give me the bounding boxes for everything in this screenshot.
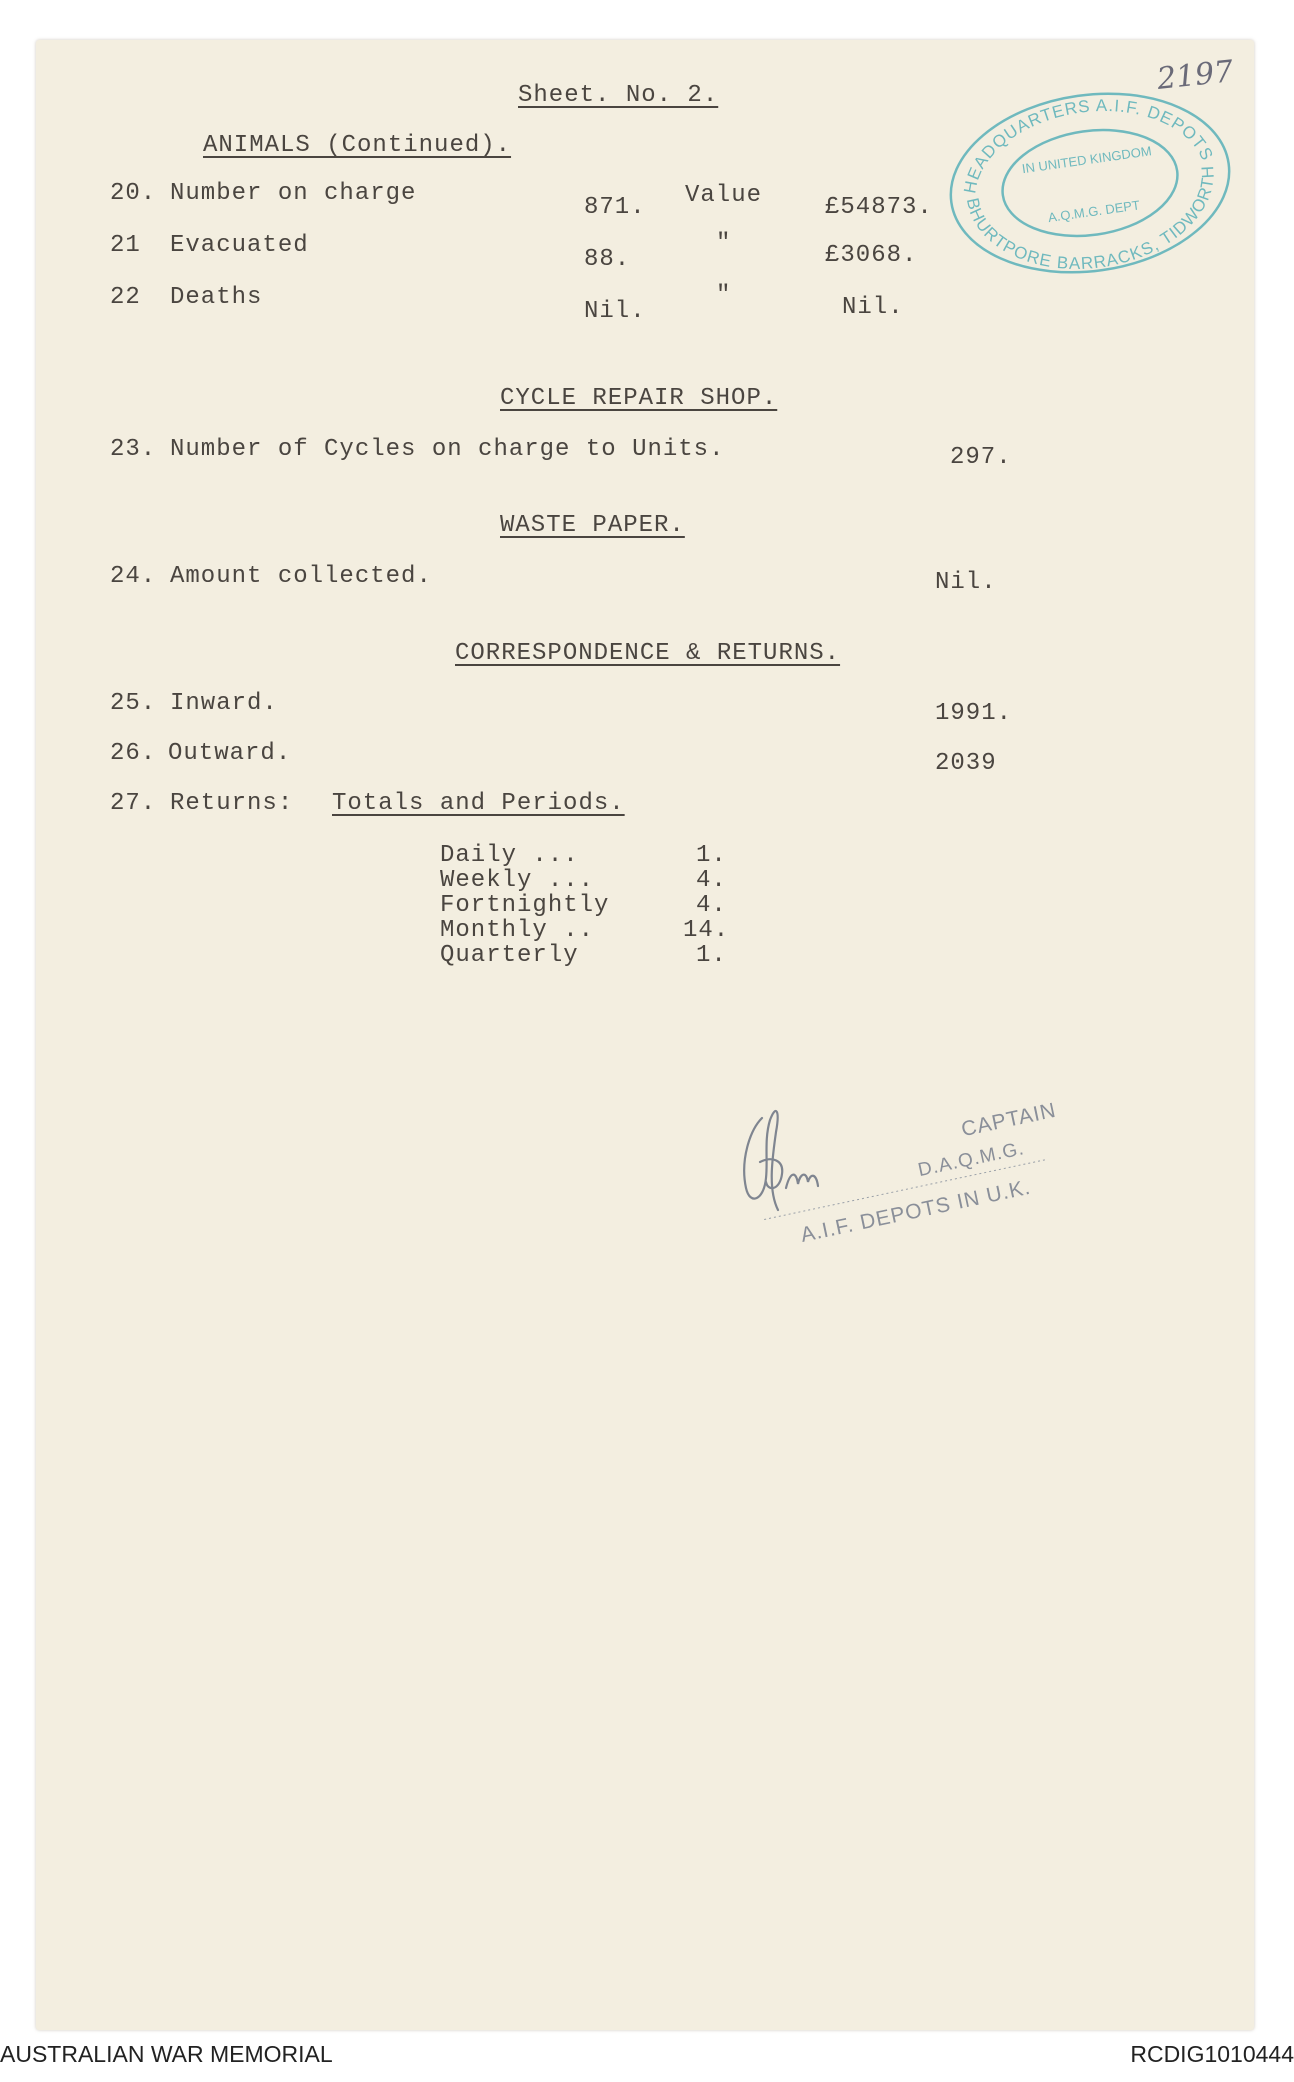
footer-record-id: RCDIG1010444 xyxy=(1130,2041,1294,2067)
row-20-count: 871. xyxy=(584,194,646,221)
row-24-label: Amount collected. xyxy=(170,563,432,590)
row-24-value: Nil. xyxy=(935,569,997,596)
officer-rank: CAPTAIN xyxy=(959,1098,1059,1142)
row-23-value: 297. xyxy=(950,444,1012,471)
row-21-ditto: " xyxy=(716,230,732,257)
row-25-label: Inward. xyxy=(170,690,278,717)
signature-block xyxy=(720,1070,1090,1270)
period-value-weekly: 4. xyxy=(696,867,727,894)
svg-text:BHURTPORE BARRACKS, TIDWORTH xyxy=(963,163,1230,278)
officer-role: D.A.Q.M.G. xyxy=(916,1138,1027,1182)
period-label-weekly: Weekly ... xyxy=(440,867,595,894)
period-label-monthly: Monthly .. xyxy=(440,917,595,944)
period-value-daily: 1. xyxy=(696,842,727,869)
row-25-number: 25. xyxy=(110,690,157,717)
row-22-number: 22 xyxy=(110,284,141,311)
row-26-number: 26. xyxy=(110,740,157,767)
row-26-value: 2039 xyxy=(935,750,997,777)
document-page xyxy=(36,40,1254,2030)
row-22-count: Nil. xyxy=(584,298,646,325)
row-20-number: 20. xyxy=(110,180,157,207)
returns-subheading: Totals and Periods. xyxy=(332,790,625,817)
period-label-daily: Daily ... xyxy=(440,842,579,869)
sheet-title: Sheet. No. 2. xyxy=(518,82,719,109)
period-label-fortnightly: Fortnightly xyxy=(440,892,610,919)
correspondence-heading: CORRESPONDENCE & RETURNS. xyxy=(455,640,841,667)
row-21-label: Evacuated xyxy=(170,232,309,259)
footer-source: AUSTRALIAN WAR MEMORIAL xyxy=(0,2041,333,2067)
row-27-number: 27. xyxy=(110,790,157,817)
row-27-label: Returns: xyxy=(170,790,294,817)
officer-unit: A.I.F. DEPOTS IN U.K. xyxy=(798,1175,1033,1247)
page-number-annotation: 2197 xyxy=(1155,54,1235,97)
row-20-label: Number on charge xyxy=(170,180,417,207)
row-23-number: 23. xyxy=(110,436,157,463)
period-value-monthly: 14. xyxy=(683,917,730,944)
period-value-fortnightly: 4. xyxy=(696,892,727,919)
handwritten-signature xyxy=(744,1111,818,1210)
headquarters-stamp xyxy=(944,88,1236,278)
row-20-value: £54873. xyxy=(825,194,933,221)
row-26-label: Outward. xyxy=(168,740,292,767)
row-25-value: 1991. xyxy=(935,700,1013,727)
waste-heading: WASTE PAPER. xyxy=(500,512,685,539)
row-22-value: Nil. xyxy=(842,294,904,321)
row-24-number: 24. xyxy=(110,563,157,590)
row-21-number: 21 xyxy=(110,232,141,259)
stamp-inner-bottom: A.Q.M.G. DEPT xyxy=(1047,197,1141,226)
value-header: Value xyxy=(685,182,763,209)
stamp-outer-bottom: BHURTPORE BARRACKS, TIDWORTH xyxy=(962,164,1218,273)
period-label-quarterly: Quarterly xyxy=(440,942,579,969)
period-value-quarterly: 1. xyxy=(696,942,727,969)
row-21-count: 88. xyxy=(584,246,631,273)
row-23-label: Number of Cycles on charge to Units. xyxy=(170,436,725,463)
animals-heading: ANIMALS (Continued). xyxy=(203,132,512,159)
cycle-heading: CYCLE REPAIR SHOP. xyxy=(500,385,778,412)
row-22-label: Deaths xyxy=(170,284,263,311)
stamp-outer-top: HEADQUARTERS A.I.F. DEPOTS xyxy=(960,95,1218,195)
row-22-ditto: " xyxy=(716,282,732,309)
stamp-inner-top: IN UNITED KINGDOM xyxy=(1020,143,1153,177)
row-21-value: £3068. xyxy=(825,242,918,269)
